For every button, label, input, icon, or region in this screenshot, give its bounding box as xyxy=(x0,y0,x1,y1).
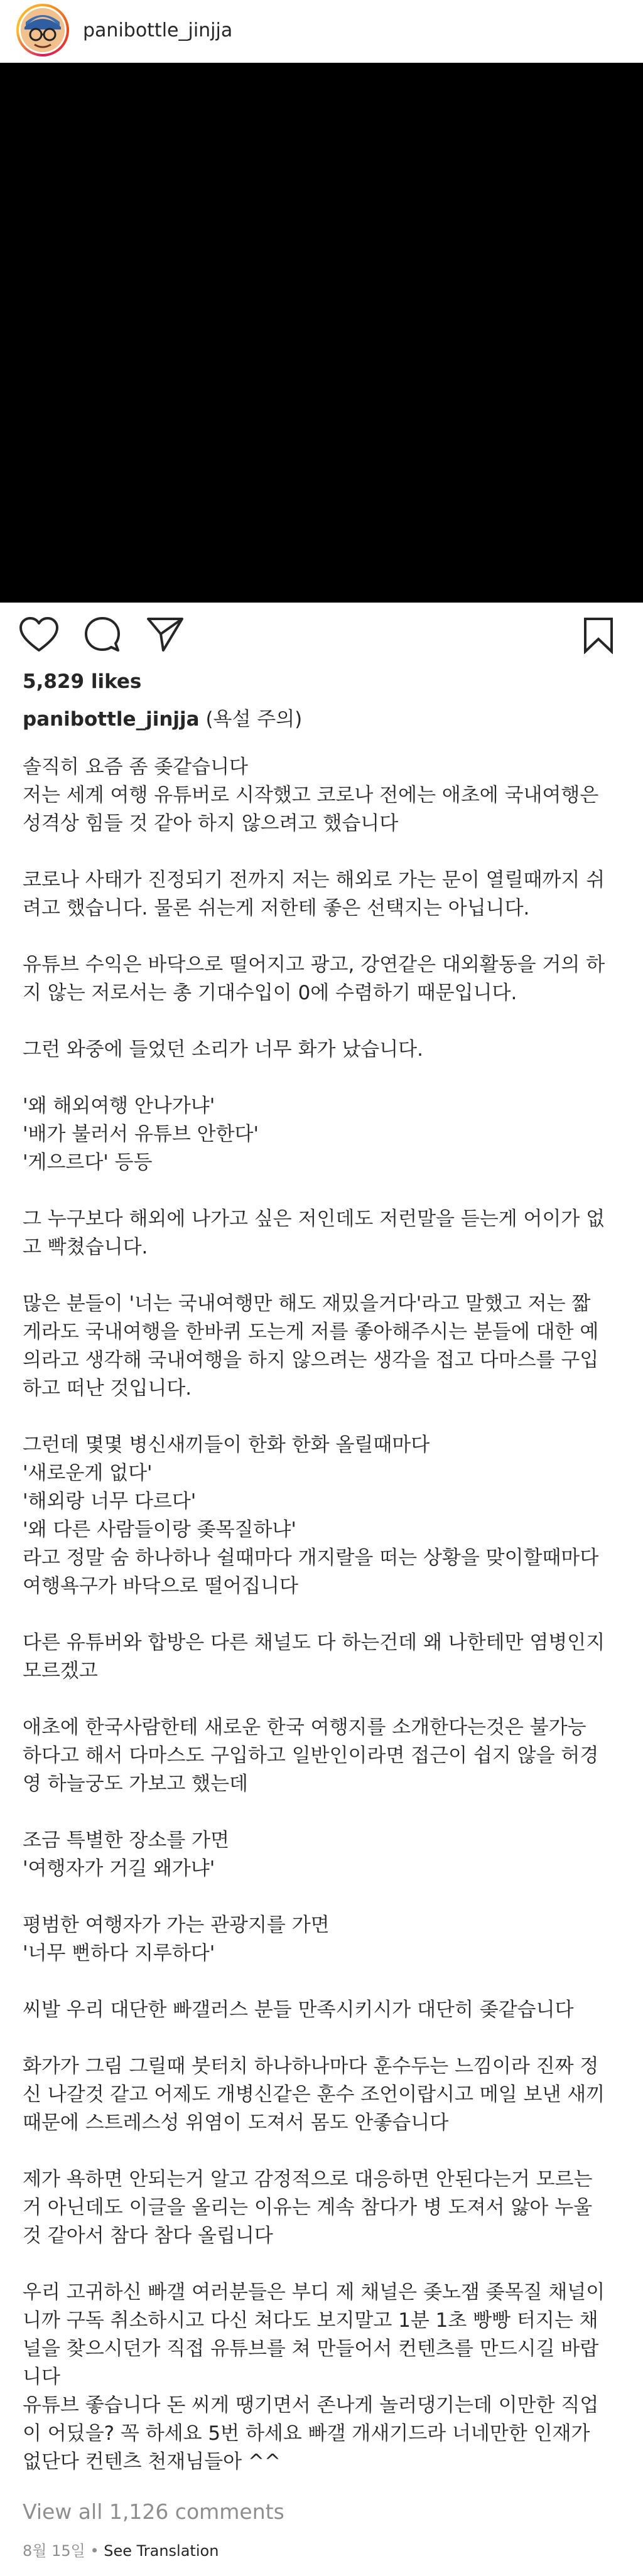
caption-line xyxy=(23,1403,625,1431)
post-media[interactable] xyxy=(0,63,643,603)
caption-line: 유튜브 수익은 바닥으로 떨어지고 광고, 강연같은 대외활동을 거의 하 xyxy=(23,953,605,976)
caption-line: 니다 xyxy=(23,2366,60,2388)
caption-line: 라고 정말 숨 하나하나 쉴때마다 개지랄을 떠는 상황을 맞이할때마다 xyxy=(23,1547,599,1569)
caption-line: 영 하늘궁도 가보고 했는데 xyxy=(23,1773,248,1795)
caption-line: '게으르다' 등등 xyxy=(23,1151,153,1174)
caption-line: 니까 구독 취소하시고 다신 쳐다도 보지말고 1분 1초 빵빵 터지는 채 xyxy=(23,2309,598,2332)
caption-username[interactable]: panibottle_jinjja xyxy=(23,708,200,731)
caption-line: '배가 불러서 유튜브 안한다' xyxy=(23,1123,259,1146)
caption-line: 평범한 여행자가 가는 관광지를 가면 xyxy=(23,1914,330,1936)
post-date: 8월 15일 xyxy=(23,2542,85,2560)
header-username[interactable]: panibottle_jinjja xyxy=(83,19,233,41)
caption-line xyxy=(23,2137,625,2165)
caption-header xyxy=(23,703,302,731)
caption-line: 지 않는 저로서는 총 기대수입이 0에 수렴하기 때문입니다. xyxy=(23,982,517,1004)
caption-line: 많은 분들이 '너는 국내여행만 해도 재밌을거다'라고 말했고 저는 짧 xyxy=(23,1292,591,1315)
meta-separator: • xyxy=(85,2542,104,2560)
caption-line: 성격상 힘들 것 같아 하지 않으려고 했습니다 xyxy=(23,812,399,835)
caption-line xyxy=(23,1064,625,1092)
caption-line: 여행욕구가 바닥으로 떨어집니다 xyxy=(23,1575,298,1597)
caption-line: '해외랑 너무 다르다' xyxy=(23,1490,197,1513)
caption-line: 이 어딨을? 꼭 하세요 5번 하세요 빠갤 개새기드라 너네만한 인재가 xyxy=(23,2422,590,2445)
caption-line: '너무 뻔하다 지루하다' xyxy=(23,1942,215,1965)
caption-line: 고 빡쳤습니다. xyxy=(23,1236,148,1258)
caption-line: 제가 욕하면 안되는거 알고 감정적으로 대응하면 안된다는거 모르는 xyxy=(23,2168,593,2191)
caption-line: 화가가 그림 그릴때 붓터치 하나하나마다 훈수두는 느낌이라 진짜 정 xyxy=(23,2055,599,2078)
caption-line: 모르겠고 xyxy=(23,1660,98,1682)
caption-line: '왜 해외여행 안나가냐' xyxy=(23,1095,215,1117)
action-bar xyxy=(0,615,643,659)
caption-line: 게라도 국내여행을 한바퀴 도는게 저를 좋아해주시는 분들에 대한 예 xyxy=(23,1321,599,1343)
caption-line: 하다고 해서 다마스도 구입하고 일반인이라면 접근이 쉽지 않을 허경 xyxy=(23,1744,599,1767)
caption-line xyxy=(23,1883,625,1911)
caption-line xyxy=(23,1262,625,1290)
caption-line: 때문에 스트레스성 위염이 도져서 몸도 안좋습니다 xyxy=(23,2112,449,2134)
caption-line: 려고 했습니다. 물론 쉬는게 저한테 좋은 선택지는 아닙니다. xyxy=(23,897,530,920)
caption-line xyxy=(23,838,625,866)
caption-line: 신 나갈것 같고 어제도 개병신같은 훈수 조언이랍시고 메일 보낸 새끼 xyxy=(23,2083,605,2106)
view-all-comments-link[interactable]: View all 1,126 comments xyxy=(23,2499,284,2524)
caption-line xyxy=(23,1968,625,1996)
caption-line: '여행자가 거길 왜가냐' xyxy=(23,1857,215,1880)
caption-line: '새로운게 없다' xyxy=(23,1462,153,1484)
caption-line xyxy=(23,1007,625,1036)
comment-icon[interactable] xyxy=(83,615,122,657)
caption-line: 널을 찾으시던가 직접 유튜브를 쳐 만들어서 컨텐츠를 만드시길 바랍 xyxy=(23,2337,599,2360)
share-icon[interactable] xyxy=(146,615,185,655)
caption-line: 씨발 우리 대단한 빠갤러스 분들 만족시키시가 대단히 좆같습니다 xyxy=(23,1999,574,2021)
caption-note: (욕설 주의) xyxy=(205,708,303,731)
caption-line: 거 아닌데도 이글을 올리는 이유는 계속 참다가 병 도져서 앓아 누울 xyxy=(23,2196,593,2219)
avatar[interactable] xyxy=(16,4,69,56)
caption-line: 조금 특별한 장소를 가면 xyxy=(23,1829,230,1852)
caption-line xyxy=(23,923,625,951)
caption-line xyxy=(23,1685,625,1714)
caption-line: 다른 유튜버와 합방은 다른 채널도 다 하는건데 왜 나한테만 염병인지 xyxy=(23,1631,605,1654)
caption-line: 의라고 생각해 국내여행을 하지 않으려는 생각을 접고 다마스를 구입 xyxy=(23,1349,599,1371)
caption-line xyxy=(23,2024,625,2053)
caption-line: 그런데 몇몇 병신새끼들이 한화 한화 올릴때마다 xyxy=(23,1434,430,1456)
post-meta xyxy=(23,2538,219,2560)
see-translation-link[interactable]: See Translation xyxy=(104,2542,219,2560)
caption-line: 그 누구보다 해외에 나가고 싶은 저인데도 저런말을 듣는게 어이가 없 xyxy=(23,1208,605,1230)
caption-line: '왜 다른 사람들이랑 좆목질하냐' xyxy=(23,1518,296,1541)
caption-text xyxy=(23,753,625,2476)
caption-line: 우리 고귀하신 빠갤 여러분들은 부디 제 채널은 좆노잼 좆목질 채널이 xyxy=(23,2281,605,2304)
heart-icon[interactable] xyxy=(19,616,59,655)
bookmark-icon[interactable] xyxy=(583,616,614,657)
caption-line xyxy=(23,1798,625,1827)
caption-line xyxy=(23,1601,625,1629)
caption-line: 코로나 사태가 진정되기 전까지 저는 해외로 가는 문이 열릴때까지 쉬 xyxy=(23,869,605,891)
post-header xyxy=(0,0,643,60)
like-count[interactable]: 5,829 likes xyxy=(23,670,142,693)
caption-line: 유튜브 좋습니다 돈 씨게 땡기면서 존나게 놀러댕기는데 이만한 직업 xyxy=(23,2394,599,2417)
caption-line: 애초에 한국사람한테 새로운 한국 여행지를 소개한다는것은 불가능 xyxy=(23,1716,586,1739)
caption-line xyxy=(23,1177,625,1205)
caption-line: 저는 세계 여행 유튜버로 시작했고 코로나 전에는 애초에 국내여행은 xyxy=(23,784,599,807)
caption-line: 솔직히 요즘 좀 좆같습니다 xyxy=(23,756,248,778)
caption-line: 그런 와중에 들었던 소리가 너무 화가 났습니다. xyxy=(23,1038,423,1061)
caption-line: 것 같아서 참다 참다 올립니다 xyxy=(23,2224,273,2247)
caption-line: 하고 떠난 것입니다. xyxy=(23,1377,192,1400)
caption-line: 없단다 컨텐츠 천재님들아 ^^ xyxy=(23,2450,281,2473)
caption-line xyxy=(23,2250,625,2278)
